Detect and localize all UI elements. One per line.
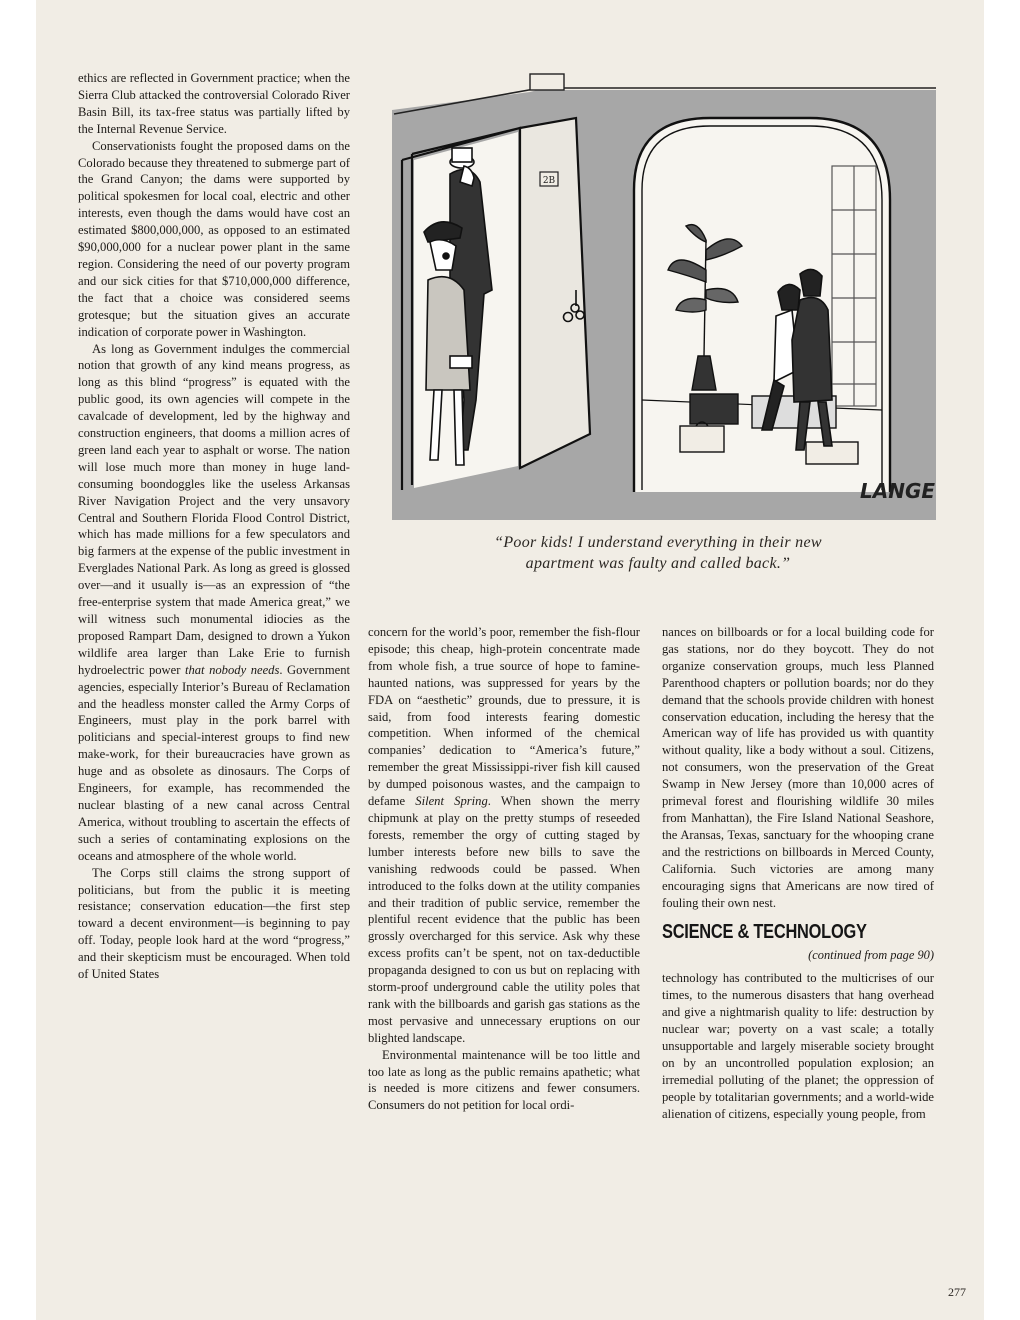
emphasis-text: that nobody needs: [184, 662, 280, 677]
paragraph: Environmental maintenance will be too little and too late as long as the public remains apathetic; what is needed is more citizens and fewer consumers. Consumers do not petition for local ordi-: [368, 1047, 640, 1113]
section-heading: SCIENCE & TECHNOLOGY: [662, 921, 867, 944]
paragraph: ethics are reflected in Government practice; when the Sierra Club attacked the controversial Colorado River Basin Bill, its tax-free status was partially lifted by the Internal Revenue Service.: [78, 71, 350, 136]
svg-text:2B: 2B: [542, 176, 556, 186]
paragraph-text: concern for the world’s poor, remember the fish-flour episode; this cheap, high-protein concentrate made from whole fish, a true source of hope to famine-haunted nations, was suppressed for years by the FDA on “aesthetic” grounds, due to pressure, it is said, from food interests fearing domestic competition. When informed of the chemical companies’ dedication to “America’s future,” remember the great Mississippi-river fish kill caused by dumped poisonous wastes, and the campaign to defame: [368, 625, 640, 809]
article-column-1: [78, 70, 350, 983]
book-title: Silent Spring: [415, 794, 488, 809]
continued-note: (continued from page 90): [808, 948, 934, 963]
paragraph-text: . Government agencies, especially Interior’s Bureau of Reclamation and the headless monster called the Army Corps of Engineers, must play in the pork barrel with politicians and special-interest groups to find new make-work, for their bureaucracies have grown as huge and as obsolete as dinosaurs. The Corps of Engineers, for example, has recommended the nuclear blasting of a new canal across Central America, without troubling to ascertain the effects of such a series of contaminating explosions on the oceans and atmosphere of the whole world.: [78, 662, 351, 863]
paragraph: [78, 341, 350, 865]
artist-signature: LANGE: [860, 479, 936, 503]
caption-line: apartment was faulty and called back.”: [525, 555, 791, 572]
paragraph: nances on billboards or for a local building code for gas stations, nor do they boycott. They do not organize conservation groups, much less Planned Parenthood chapters or pollution boards; nor do they demand that the schools provide children with honest conservation education, including the heresy that the American way of life has provided us with quantity without quality, like a body without a soul. Citizens, not consumers, won the preservation of the Great Swamp in New Jersey (more than 10,000 acres of primeval forest and flourishing wildlife 30 miles from Manhattan), the Fire Island National Seashore, the Aransas, Texas, sanctuary for the whooping crane and the restrictions on billboards in Merced County, California. Such victories are among many encouraging signs that Americans are now tired of fouling their own nest.: [662, 625, 934, 910]
paragraph: [368, 624, 640, 1047]
paragraph-text: As long as Government indulges the commercial notion that growth of any kind means progress, as long as this blind “progress” is equated with the public good, its own agencies will compete in the cavalcade of development, led by the highway and construction engineers, that dooms a million acres of green land each year to asphalt or worse. The nation will lose much more than money in huge land-consuming boondoggles like the useless Arkansas River Navigation Project and the very unsavory Central and Southern Florida Flood Control District, which has made millions for a few speculators and big farmers at the expense of the public investment in Everglades National Park. As long as greed is glossed over—and it usually is—as an expression of “the free-enterprise system that made America great,” we will witness such monumental idiocies as the proposed Rampart Dam, designed to drown a Yukon wildlife area larger than Lake Erie to furnish hydroelectric power: [78, 341, 350, 677]
caption-line: “Poor kids! I understand everything in their new: [494, 534, 822, 551]
paragraph-text: . When shown the merry chipmunk at play on the pretty stumps of reseeded forests, remember the orgy of cutting staged by lumber interests before new bills to save the vanishing redwoods could be passed. When introduced to the folks down at the utility companies and their tradition of public service, remember the plentiful recent evidence that the public has been grossly overcharged for this service. Ask why these excess profits can’t be spent, not on tax-deductible propaganda designed to con us but on replacing with storm-proof underground cable the utility poles that rank with the billboards and garish gas stations as the most pervasive and unnecessary eruptions on our blighted landscape.: [368, 794, 640, 1045]
cartoon-illustration: [380, 70, 936, 520]
paragraph: technology has contributed to the multicrises of our times, to the numerous disasters that hang overhead and give a nightmarish quality to life: destruction by nuclear war; poverty on a vast scale; a totally unsupportable and largely miserable society brought on by an uncontrolled population explosion; an irremedial polluting of the planet; the oppression of people by totalitarian governments; and a world-wide alienation of citizens, especially young people, from: [662, 971, 934, 1121]
page-number: 277: [948, 1285, 966, 1299]
paragraph: The Corps still claims the strong support of politicians, but from the public it is meeting resistance; conservation education—the first step toward a decent environment—is beginning to pay off. Today, people look hard at the word “progress,” and their skepticism must be encouraged. When told of United States: [78, 865, 350, 982]
archway: [634, 118, 890, 492]
article-column-3: [662, 624, 934, 1122]
paragraph: Conservationists fought the proposed dams on the Colorado because they threatened to submerge part of the Grand Canyon; the dams were supported by political spokesmen for local coal, electric and other interests, even though the dams would have cost an estimated $800,000,000, as opposed to an estimated $90,000,000 for a nuclear power plant in the same region. Considering the need of our poverty program and our sick cities for that $710,000,000 difference, the fact that a choice was considered seems grotesque; but the situation gives an accurate indication of corporate power in Washington.: [78, 138, 350, 339]
cartoon-caption: [380, 532, 936, 574]
article-column-2: [368, 624, 640, 1114]
ceiling-light-icon: [530, 74, 564, 90]
